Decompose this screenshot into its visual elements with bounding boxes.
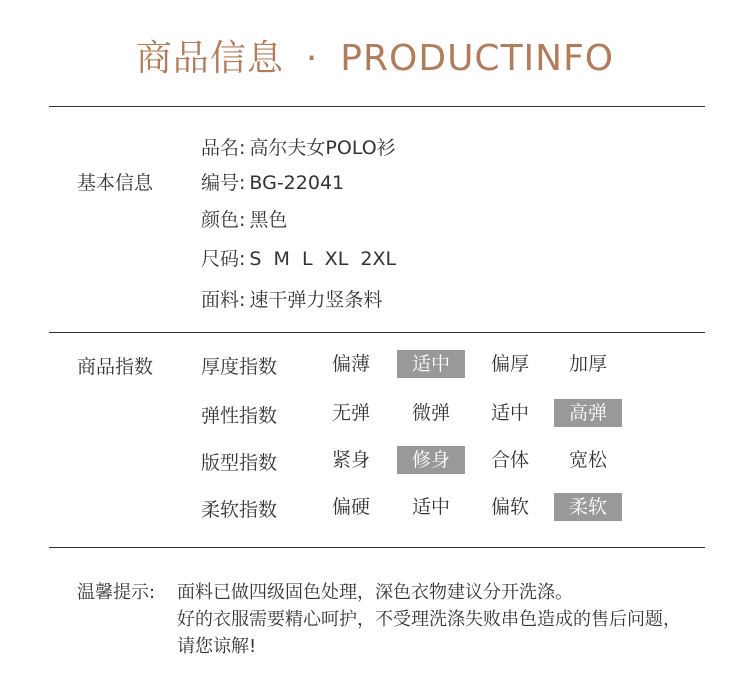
- index-option: 偏薄: [331, 353, 370, 375]
- info-row-code: [201, 168, 344, 195]
- info-value: 黑色: [249, 209, 288, 231]
- page-title: [0, 30, 750, 81]
- index-option-selected: 修身: [397, 446, 465, 474]
- info-key: 品名:: [201, 137, 246, 159]
- info-value: 高尔夫女POLO衫: [249, 137, 396, 159]
- index-option-selected: 高弹: [554, 399, 622, 427]
- info-key: 尺码:: [201, 248, 246, 270]
- title-cn: 商品信息: [135, 38, 284, 79]
- info-key: 面料:: [201, 289, 246, 311]
- index-option: 紧身: [331, 449, 370, 471]
- index-option: 宽松: [568, 449, 607, 471]
- index-option: 偏软: [490, 496, 529, 518]
- basic-info-label: 基本信息: [77, 172, 154, 194]
- index-row-name: 柔软指数: [201, 499, 278, 521]
- info-row-size: [201, 244, 396, 271]
- info-row-fabric: [201, 285, 382, 312]
- info-value: S M L XL 2XL: [249, 248, 397, 270]
- index-option-selected: 柔软: [554, 493, 622, 521]
- note-label: 温馨提示:: [77, 582, 156, 603]
- index-option: 偏厚: [490, 353, 529, 375]
- divider-middle: [49, 332, 705, 333]
- index-option: 适中: [490, 402, 529, 424]
- index-row-name: 版型指数: [201, 452, 278, 474]
- index-option: 偏硬: [331, 496, 370, 518]
- info-value: BG-22041: [249, 172, 345, 194]
- title-separator: ·: [305, 38, 319, 79]
- index-option: 加厚: [568, 353, 607, 375]
- info-row-name: [201, 133, 396, 160]
- index-option-selected: 适中: [397, 350, 465, 378]
- index-option: 合体: [490, 449, 529, 471]
- title-en: PRODUCTINFO: [340, 38, 615, 79]
- info-key: 编号:: [201, 172, 246, 194]
- info-row-color: [201, 205, 287, 232]
- index-option: 适中: [411, 496, 450, 518]
- note-line: 面料已做四级固色处理，深色衣物建议分开洗涤。: [177, 582, 573, 603]
- info-value: 速干弹力竖条料: [249, 289, 383, 311]
- product-index-label: 商品指数: [77, 356, 154, 378]
- index-option: 无弹: [331, 402, 370, 424]
- info-key: 颜色:: [201, 209, 246, 231]
- divider-bottom: [49, 547, 705, 548]
- note-line: 好的衣服需要精心呵护，不受理洗涤失败串色造成的售后问题，: [177, 609, 681, 630]
- index-row-name: 厚度指数: [201, 356, 278, 378]
- note-line: 请您谅解!: [177, 636, 257, 657]
- index-row-name: 弹性指数: [201, 405, 278, 427]
- divider-top: [49, 106, 705, 107]
- index-option: 微弹: [411, 402, 450, 424]
